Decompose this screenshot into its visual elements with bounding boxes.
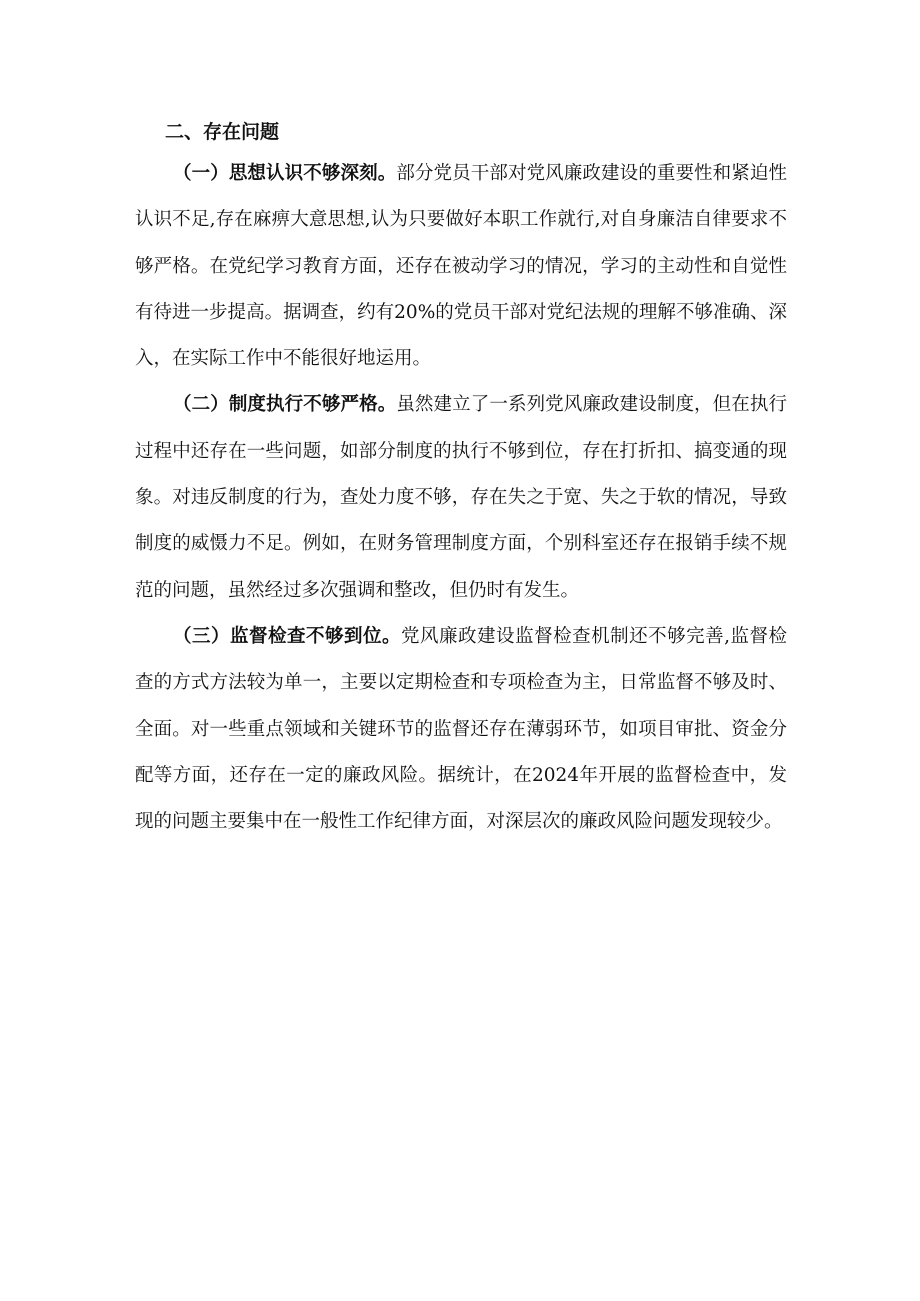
paragraph-3 (135, 614, 787, 845)
paragraph-3-body: 党风廉政建设监督检查机制还不够完善,监督检查的方式方法较为单一，主要以定期检查和专项检查为主，日常监督不够及时、全面。对一些重点领域和关键环节的监督还存在薄弱环节，如项目审批、资金分配等方面，还存在一定的廉政风险。据统计，在2024年开展的监督检查中，发现的问题主要集中在一般性工作纪律方面，对深层次的廉政风险问题发现较少。 (135, 625, 787, 833)
paragraph-2 (135, 382, 787, 613)
section-title: 二、存在问题 (165, 121, 280, 143)
paragraph-1-body: 部分党员干部对党风廉政建设的重要性和紧迫性认识不足,存在麻痹大意思想,认为只要做好本职工作就行,对自身廉洁自律要求不够严格。在党纪学习教育方面，还存在被动学习的情况，学习的主动性和自觉性有待进一步提高。据调查，约有20%的党员干部对党纪法规的理解不够准确、深入，在实际工作中不能很好地运用。 (135, 163, 787, 370)
document-content (135, 113, 787, 845)
paragraph-1 (135, 151, 787, 382)
paragraph-2-body: 虽然建立了一系列党风廉政建设制度，但在执行过程中还存在一些问题，如部分制度的执行不够到位，存在打折扣、搞变通的现象。对违反制度的行为，查处力度不够，存在失之于宽、失之于软的情况，导致制度的威慑力不足。例如，在财务管理制度方面，个别科室还存在报销手续不规范的问题，虽然经过多次强调和整改，但仍时有发生。 (135, 394, 787, 601)
paragraph-1-heading: （一）思想认识不够深刻。 (173, 163, 397, 184)
paragraph-3-heading: （三）监督检查不够到位。 (173, 625, 402, 647)
paragraph-2-heading: （二）制度执行不够严格。 (173, 394, 397, 416)
